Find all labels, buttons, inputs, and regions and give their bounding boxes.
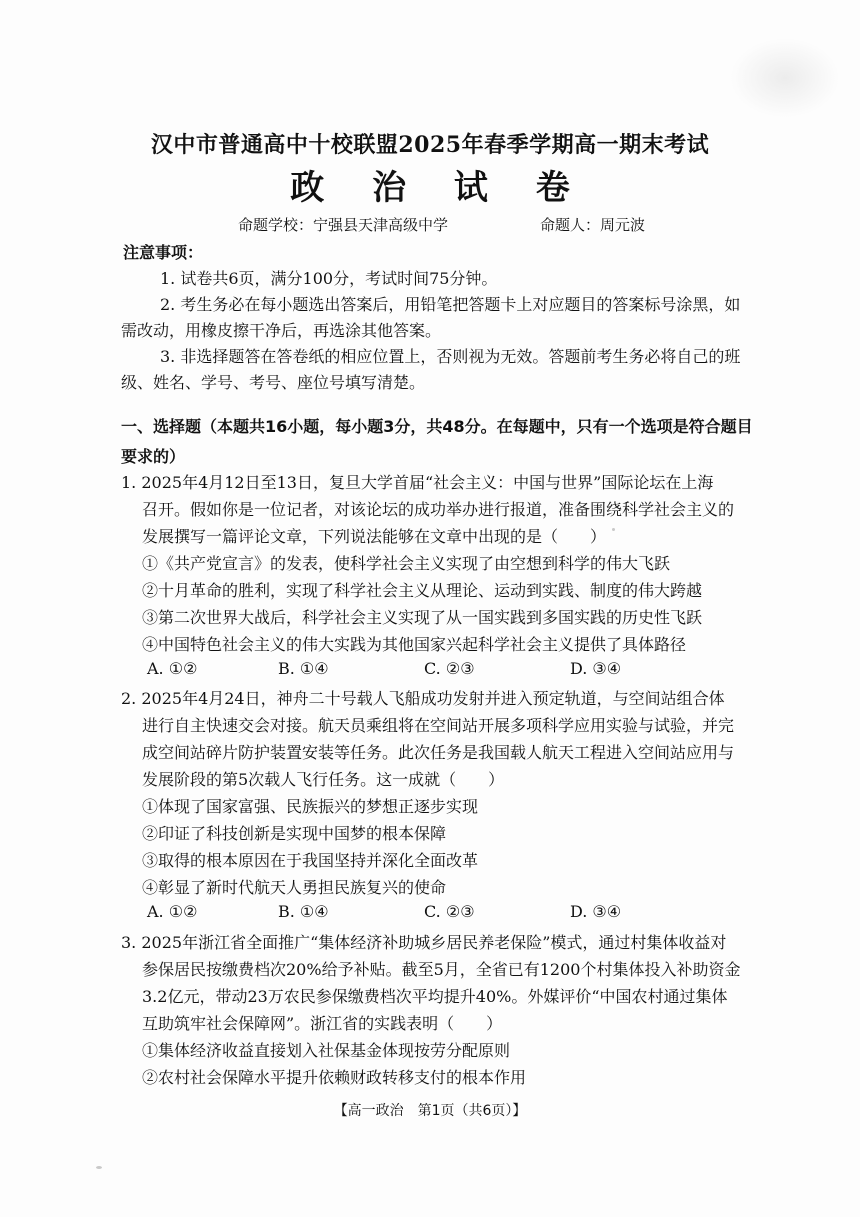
question-2-option-b: B. ①④ [278, 902, 329, 921]
question-2-option-a: A. ①② [147, 902, 198, 921]
subject-title: 政 治 试 卷 [290, 168, 588, 208]
scan-shadow [730, 38, 840, 118]
question-2-item: ④彰显了新时代航天人勇担民族复兴的使命 [142, 878, 447, 897]
question-1-option-b: B. ①④ [278, 659, 329, 678]
question-2-option-d: D. ③④ [570, 902, 622, 921]
question-1-item: ③第二次世界大战后，科学社会主义实现了从一国实践到多国实践的历史性飞跃 [142, 608, 703, 627]
question-1-line: 发展撰写一篇评论文章，下列说法能够在文章中出现的是（ ） [142, 527, 607, 546]
page-footer: 【高一政治 第1页（共6页）】 [333, 1103, 527, 1119]
question-1-item: ①《共产党宣言》的发表，使科学社会主义实现了由空想到科学的伟大飞跃 [142, 554, 671, 573]
question-1-item: ④中国特色社会主义的伟大实践为其他国家兴起科学社会主义提供了具体路径 [142, 635, 687, 654]
author-label: 命题人：周元波 [540, 216, 646, 234]
notice-line: 1. 试卷共6页，满分100分，考试时间75分钟。 [160, 269, 498, 288]
question-2-line: 进行自主快速交会对接。航天员乘组将在空间站开展多项科学应用实验与试验，并完 [142, 716, 735, 735]
question-2-item: ②印证了科技创新是实现中国梦的根本保障 [142, 824, 447, 843]
question-2-line: 发展阶段的第5次载人飞行任务。这一成就（ ） [142, 770, 505, 789]
question-3-line: 3.2亿元，带动23万农民参保缴费档次平均提升40%。外媒评价“中国农村通过集体 [142, 987, 728, 1006]
question-2-line: 成空间站碎片防护装置安装等任务。此次任务是我国载人航天工程进入空间站应用与 [142, 743, 735, 762]
question-3-line: 参保居民按缴费档次20%给予补贴。截至5月，全省已有1200个村集体投入补助资金 [142, 960, 741, 979]
scan-speck [96, 1166, 102, 1169]
question-1-item: ②十月革命的胜利，实现了科学社会主义从理论、运动到实践、制度的伟大跨越 [142, 581, 703, 600]
exam-title: 汉中市普通高中十校联盟2025年春季学期高一期末考试 [150, 132, 710, 158]
school-label: 命题学校：宁强县天津高级中学 [238, 216, 449, 234]
question-3-item: ②农村社会保障水平提升依赖财政转移支付的根本作用 [142, 1068, 527, 1087]
question-1-option-d: D. ③④ [570, 659, 622, 678]
scan-speck [612, 528, 615, 531]
notice-line: 需改动，用橡皮擦干净后，再选涂其他答案。 [121, 321, 442, 340]
question-2-item: ①体现了国家富强、民族振兴的梦想正逐步实现 [142, 797, 479, 816]
question-1-line: 召开。假如你是一位记者，对该论坛的成功举办进行报道，准备围绕科学社会主义的 [142, 500, 735, 519]
question-1-line: 1. 2025年4月12日至13日，复旦大学首届“社会主义：中国与世界”国际论坛在上海 [121, 473, 714, 492]
question-1-option-a: A. ①② [147, 659, 198, 678]
section-heading: 一、选择题（本题共16小题，每小题3分，共48分。在每题中，只有一个选项是符合题目要求的） [121, 417, 753, 466]
notice-line: 2. 考生务必在每小题选出答案后，用铅笔把答题卡上对应题目的答案标号涂黑，如 [160, 295, 741, 314]
notice-heading: 注意事项： [123, 243, 204, 262]
question-2-option-c: C. ②③ [424, 902, 475, 921]
question-2-line: 2. 2025年4月24日，神舟二十号载人飞船成功发射并进入预定轨道，与空间站组合体 [121, 689, 725, 708]
question-2-item: ③取得的根本原因在于我国坚持并深化全面改革 [142, 851, 479, 870]
notice-line: 级、姓名、学号、考号、座位号填写清楚。 [121, 373, 426, 392]
question-3-line: 互助筑牢社会保障网”。浙江省的实践表明（ ） [142, 1014, 503, 1033]
question-3-line: 3. 2025年浙江省全面推广“集体经济补助城乡居民养老保险”模式，通过村集体收益对 [121, 933, 727, 952]
notice-line: 3. 非选择题答在答卷纸的相应位置上，否则视为无效。答题前考生务必将自己的班 [160, 347, 741, 366]
question-1-option-c: C. ②③ [424, 659, 475, 678]
question-3-item: ①集体经济收益直接划入社保基金体现按劳分配原则 [142, 1041, 511, 1060]
